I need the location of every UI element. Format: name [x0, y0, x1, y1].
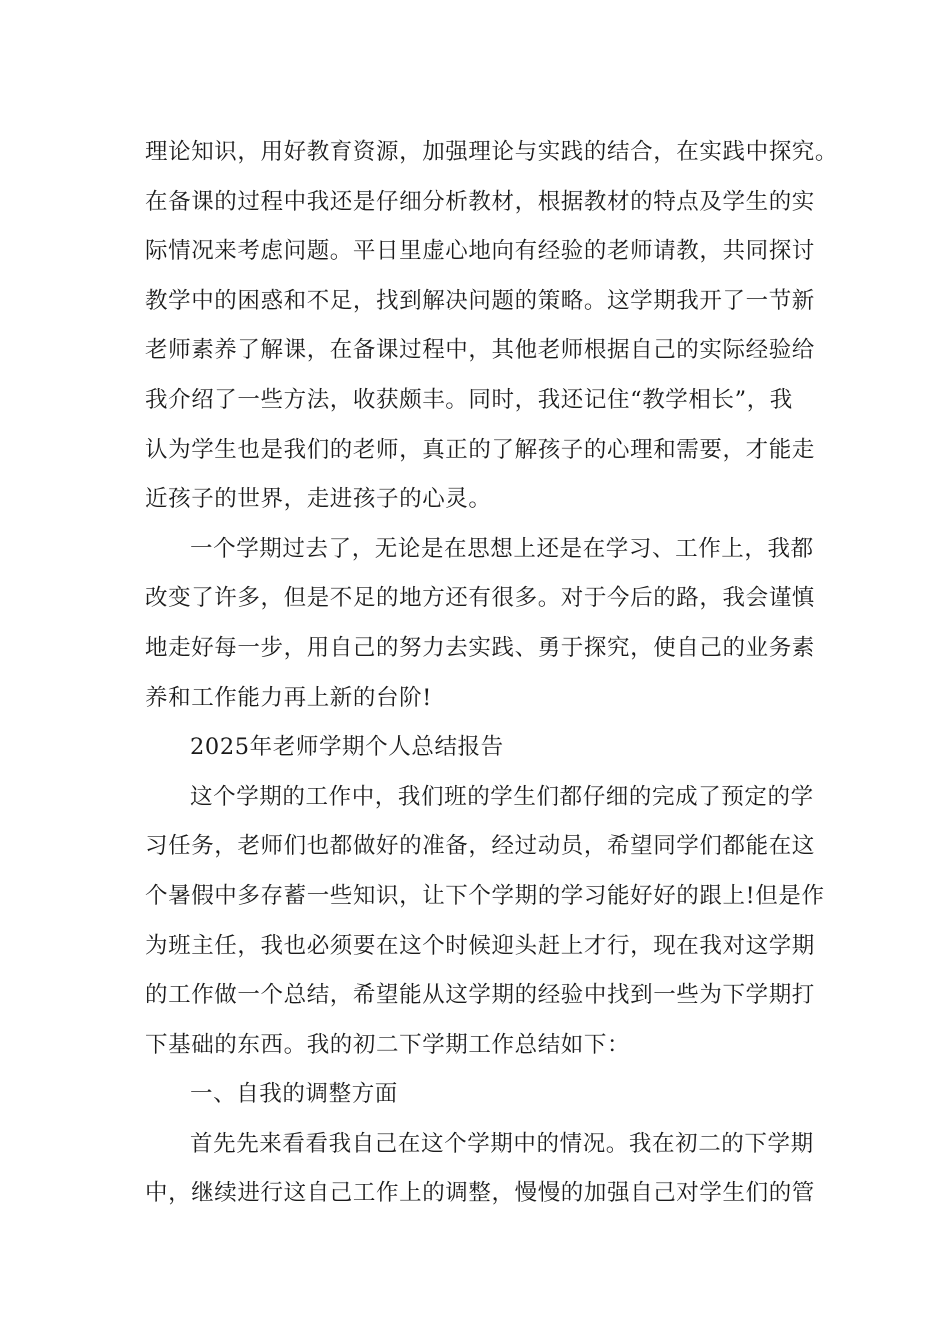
paragraph-start-line: 一个学期过去了，无论是在思想上还是在学习、工作上，我都: [190, 535, 814, 562]
text-line: 际情况来考虑问题。平日里虚心地向有经验的老师请教，共同探讨: [145, 238, 815, 265]
text-line: 下基础的东西。我的初二下学期工作总结如下：: [145, 1031, 631, 1058]
text-line: 地走好每一步，用自己的努力去实践、勇于探究，使自己的业务素: [145, 634, 815, 661]
document-body: [145, 128, 839, 1219]
text-line: 为班主任，我也必须要在这个时候迎头赶上才行，现在我对这学期: [145, 932, 815, 959]
text-line: 改变了许多，但是不足的地方还有很多。对于今后的路，我会谨慎: [145, 585, 815, 612]
text-line: 个暑假中多存蓄一些知识，让下个学期的学习能好好的跟上!但是作: [145, 882, 825, 909]
text-line: 中，继续进行这自己工作上的调整，慢慢的加强自己对学生们的管: [145, 1180, 815, 1207]
text-line: 在备课的过程中我还是仔细分析教材，根据教材的特点及学生的实: [145, 188, 815, 215]
text-line: 近孩子的世界，走进孩子的心灵。: [145, 486, 492, 513]
text-line: 我介绍了一些方法，收获颇丰。同时，我还记住“教学相长”，我: [145, 386, 793, 413]
subsection-heading: 一、自我的调整方面: [190, 1081, 398, 1108]
text-line: 教学中的困惑和不足，找到解决问题的策略。这学期我开了一节新: [145, 287, 815, 314]
text-line: 老师素养了解课，在备课过程中，其他老师根据自己的实际经验给: [145, 337, 815, 364]
text-line: 养和工作能力再上新的台阶!: [145, 684, 432, 711]
text-line: 习任务，老师们也都做好的准备，经过动员，希望同学们都能在这: [145, 833, 815, 860]
paragraph-start-line: 首先先来看看我自己在这个学期中的情况。我在初二的下学期: [190, 1130, 814, 1157]
text-line: 认为学生也是我们的老师，真正的了解孩子的心理和需要，才能走: [145, 436, 815, 463]
paragraph-start-line: 这个学期的工作中，我们班的学生们都仔细的完成了预定的学: [190, 783, 814, 810]
text-line: 理论知识，用好教育资源，加强理论与实践的结合，在实践中探究。: [145, 139, 839, 165]
text-line: 的工作做一个总结，希望能从这学期的经验中找到一些为下学期打: [145, 982, 815, 1009]
section-title: 2025年老师学期个人总结报告: [190, 734, 504, 761]
